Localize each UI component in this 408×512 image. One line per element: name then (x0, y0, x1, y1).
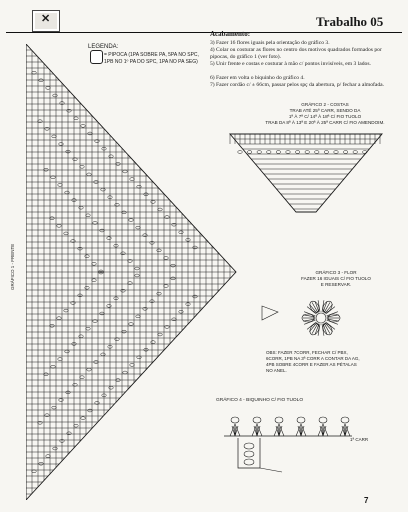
grafico3-notes (266, 350, 360, 374)
acabamento-step-6: 6) Fazer em volta o biquinho do gráfico 4. (210, 75, 305, 81)
grafico3-line-2: E RESERVAR. (320, 282, 352, 287)
obs-line-3: 4PB SOBRE 4CORR E FAZER AS PÉTALAS (266, 362, 357, 367)
obs-line-2: 6CORR, 1PB NA 3ª CORR A CONTAR DA AG, (266, 356, 360, 361)
grafico3-title: GRÁFICO 3 - FLOR (315, 270, 357, 275)
page-title: Trabalho 05 (316, 14, 384, 29)
grafico1-label: GRÁFICO 1 - FRENTE (10, 243, 15, 290)
header-rule (6, 32, 402, 33)
acabamento-step-5: 5) Unir frente e costas e costurar à mão c/ pontos invisíveis, em 3 lados. (210, 61, 371, 67)
obs-line-4: NO ANEL. (266, 368, 287, 373)
grafico4-row-label: 1ª CARR (350, 437, 369, 442)
grafico4-title: GRÁFICO 4 - BIQUINHO C/ FIO TUOLO (216, 398, 304, 403)
legend-line-2: 1PB NO 1º PA DO SPC, 1PA NO PA SEG) (104, 59, 198, 65)
acabamento-step-4: 4) Colar ou costurar as flores no centro dos motivos quadrados formados por pipocas, do gráfico 1 (ver foto). (210, 47, 382, 60)
acabamento-heading: Acabamento: (210, 30, 251, 38)
badge-glyph: ✕ (41, 13, 51, 25)
grafico2-line-3: TRAB DA 8ª À 13ª E 20ª À 25ª CARR C/ FIO AMENDOIM. (265, 120, 385, 125)
grafico3-line-1: FAZER 16 IGUAIS C/ FIO TUOLO (301, 276, 371, 281)
grafico2-title: GRÁFICO 2 - COSTAS (301, 102, 349, 107)
obs-line-1: OBS: FAZER 7CORR, FECHAR C/ PBX, (266, 350, 348, 355)
grafico4-edging-diagram (220, 408, 360, 480)
acabamento-step-3: 3) Fazer 16 flores iguais pela orientação do gráfico 3. (210, 40, 330, 46)
grafico2-diagram (226, 126, 386, 214)
header-badge (32, 10, 60, 32)
legend-title: LEGENDA: (88, 44, 119, 50)
grafico2-line-1: TRAB ATÉ 25ª CARR, SENDO DA (289, 108, 361, 113)
legend-line-1: = PIPOCA (1PA SOBRE PA, 5PA NO SPC, (104, 52, 199, 58)
grafico2-line-2: 1ª À 7ª C/ 14ª À 18ª C/ FIO TUOLO (288, 114, 362, 119)
page-number: 7 (364, 496, 369, 505)
grafico3-flower-diagram (296, 292, 346, 346)
acabamento-step-7: 7) Fazer cordão c/ ± 66cm, passar pelos spç da abertura, p/ fechar a almofada. (210, 82, 385, 88)
